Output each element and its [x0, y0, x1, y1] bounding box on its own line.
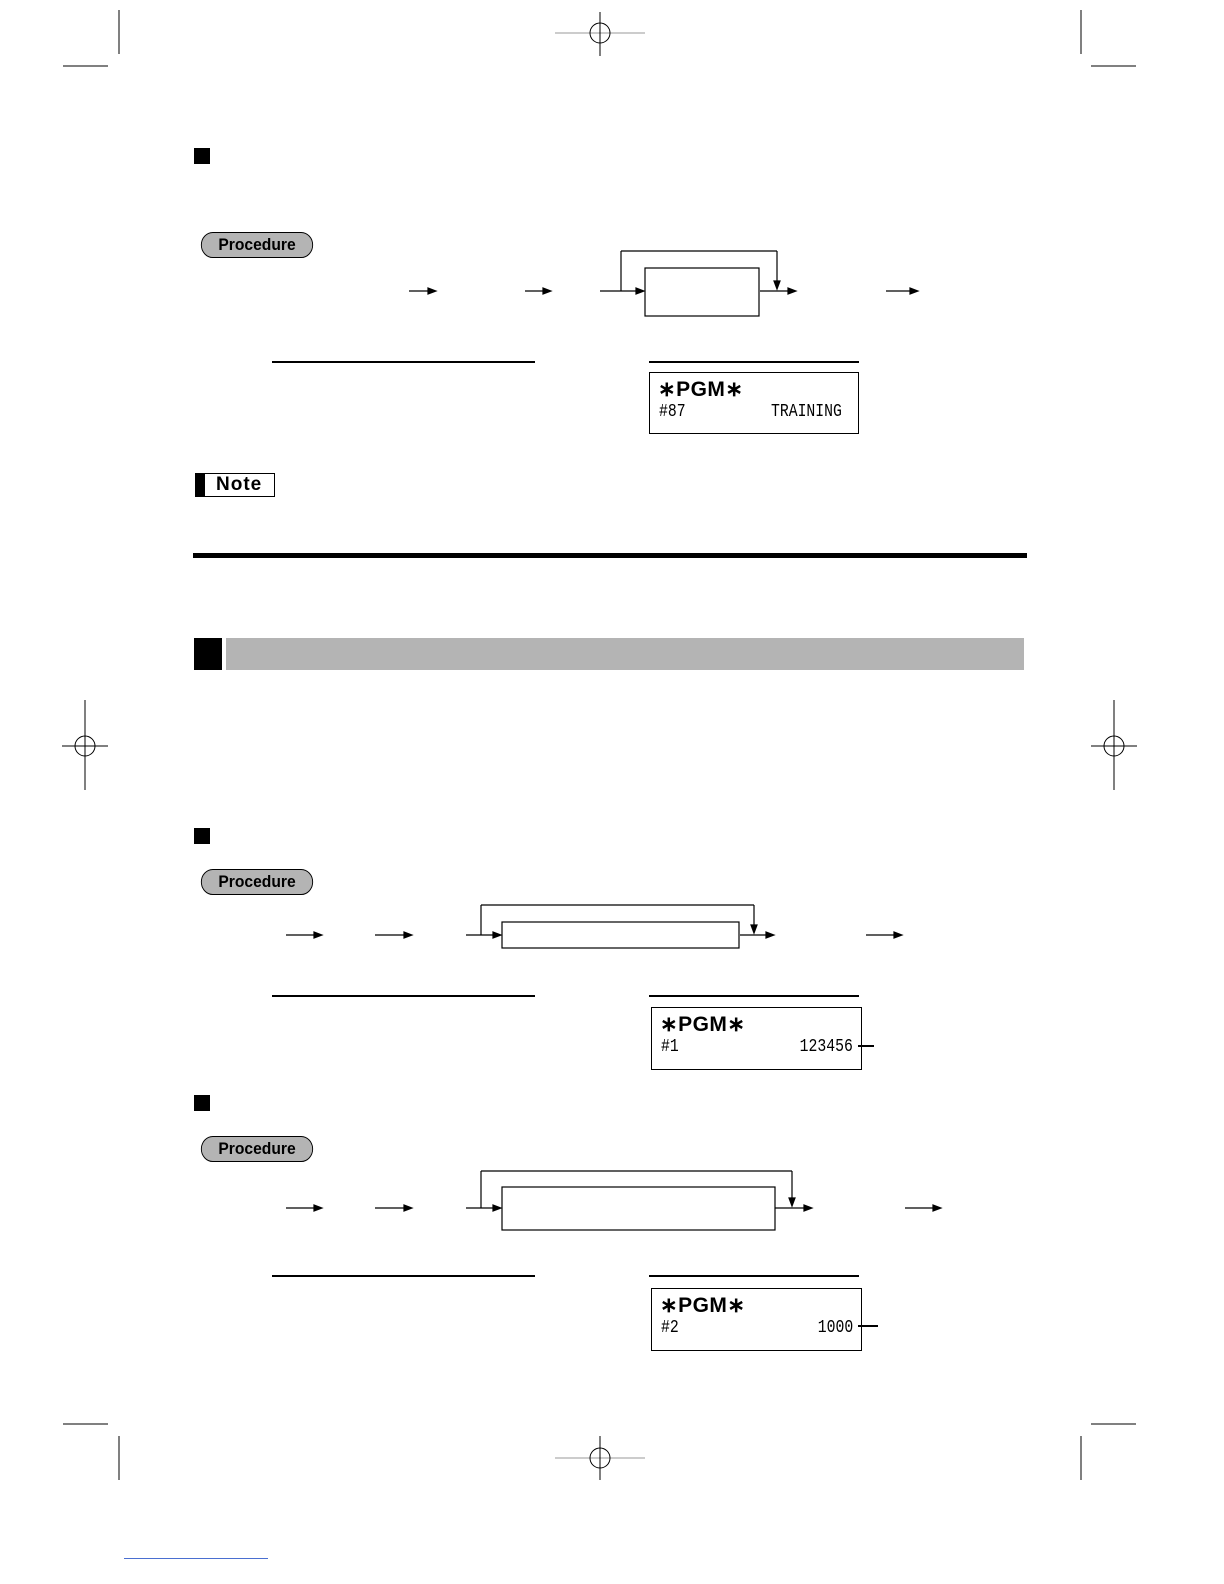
procedure-label: Procedure: [201, 869, 313, 895]
receipt-second: [651, 1288, 862, 1351]
callout-leader: [858, 1325, 878, 1327]
receipt-code: #87: [659, 402, 686, 422]
receipt-value: 1000: [817, 1318, 853, 1338]
receipt-value: TRAINING: [771, 402, 842, 422]
receipt-header: ∗PGM∗: [658, 378, 744, 401]
procedure-label: Procedure: [201, 232, 313, 258]
procedure-label: Procedure: [201, 1136, 313, 1162]
print-rule: [649, 1275, 859, 1277]
note-label: Note: [216, 474, 263, 495]
receipt-code: #1: [661, 1037, 679, 1057]
receipt-code: #2: [661, 1318, 679, 1338]
receipt-header: ∗PGM∗: [660, 1013, 746, 1036]
receipt-header: ∗PGM∗: [660, 1294, 746, 1317]
receipt-value: 123456: [799, 1037, 853, 1057]
link-underline: [124, 1558, 268, 1559]
key-operation-rule: [272, 1275, 535, 1277]
